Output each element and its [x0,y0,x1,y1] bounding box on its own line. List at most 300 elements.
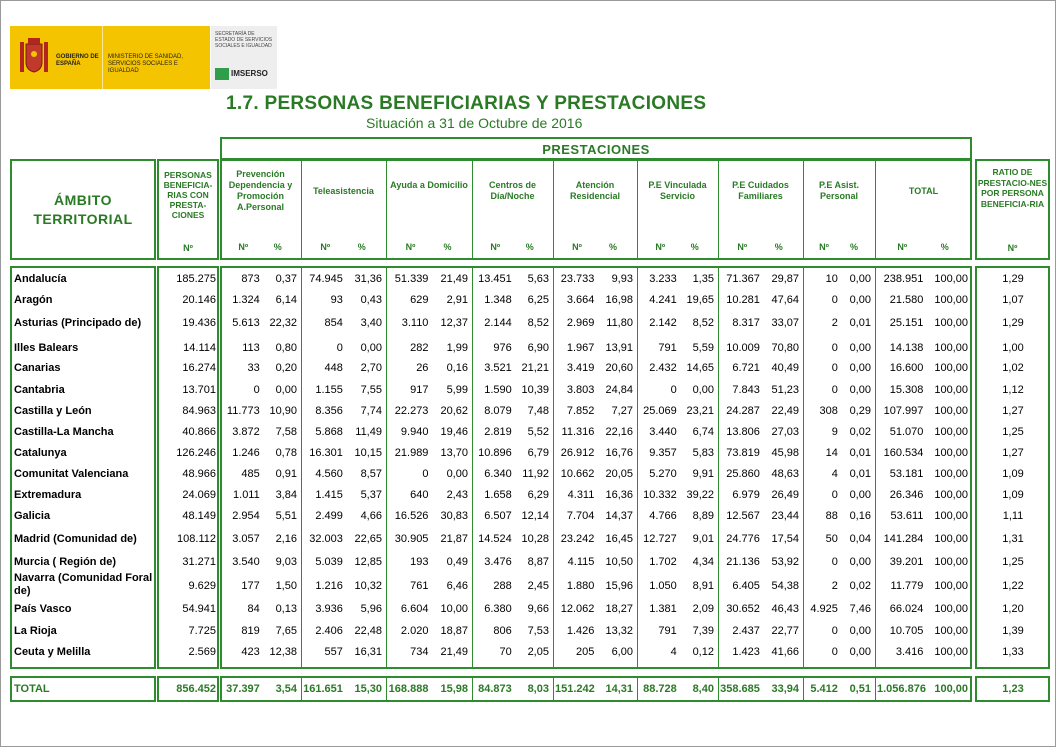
count-value: 1.967 [566,342,595,354]
count-value: 30.652 [726,603,760,615]
percent-value: 100,00 [934,273,968,285]
count-value: 734 [410,646,429,658]
count-value: 12.567 [726,510,760,522]
count-value: 160.534 [883,447,924,459]
percent-value: 2,16 [275,533,297,545]
count-value: 113 [242,342,260,354]
count-value: 640 [410,489,429,501]
percent-value: 8,52 [692,317,714,329]
percent-value: 0,51 [849,683,871,695]
ratio-value: 1,12 [1002,384,1024,396]
count-value: 13.806 [726,426,760,438]
percent-value: 18,27 [605,603,633,615]
group-header-label: TOTAL [908,185,939,196]
prestaciones-header-label: PRESTACIONES [542,142,650,157]
ratio-value: 1,27 [1002,447,1024,459]
percent-value: 5,59 [692,342,714,354]
group-divider [718,678,719,700]
count-value: 1.658 [484,489,512,501]
percent-value: 14,65 [686,362,714,374]
percent-value: 21,49 [440,273,468,285]
count-value: 168.888 [388,683,429,695]
count-value: 4.925 [810,603,838,615]
region-name: Catalunya [14,447,67,459]
percent-value: 2,09 [692,603,714,615]
personas-value: 14.114 [183,342,216,354]
percent-value: 2,70 [360,362,382,374]
percent-value: 0,01 [849,468,871,480]
count-value: 161.651 [303,683,343,695]
n-label: Nº [572,242,582,252]
percent-value: 33,94 [771,683,799,695]
personas-value: 84.963 [182,405,216,417]
count-value: 1.216 [315,580,343,592]
percent-value: 18,87 [440,625,468,637]
count-value: 14 [825,447,838,459]
count-value: 12.062 [560,603,595,615]
percent-value: 10,00 [440,603,468,615]
count-value: 32.003 [309,533,343,545]
count-value: 288 [493,580,512,592]
percent-value: 5,51 [275,510,297,522]
count-value: 6.721 [732,362,760,374]
count-value: 1.348 [484,294,512,306]
count-value: 1.324 [232,294,260,306]
percent-value: 8,57 [360,468,382,480]
count-value: 88 [825,510,838,522]
percent-value: 16,31 [354,646,382,658]
count-value: 8.356 [315,405,343,417]
group-divider [553,161,554,258]
percent-value: 7,58 [275,426,297,438]
percent-value: 2,45 [527,580,549,592]
count-value: 53.181 [889,468,924,480]
count-value: 806 [493,625,512,637]
count-value: 917 [410,384,429,396]
count-value: 0 [670,384,677,396]
percent-value: 21,87 [440,533,468,545]
ratio-value: 1,29 [1002,273,1024,285]
count-value: 177 [241,580,260,592]
page-title: 1.7. PERSONAS BENEFICIARIAS Y PRESTACIONES [226,93,707,114]
percent-value: 0,01 [849,317,871,329]
percent-value: 19,65 [686,294,714,306]
count-value: 10.662 [560,468,595,480]
percent-value: 16,36 [605,489,633,501]
percent-value: 8,52 [527,317,549,329]
group-divider [803,268,804,667]
ratio-value: 1,23 [1002,683,1024,695]
group-divider [875,268,876,667]
count-value: 761 [410,580,429,592]
percent-value: 100,00 [934,683,968,695]
ratio-value: 1,29 [1002,317,1024,329]
count-value: 1.590 [484,384,512,396]
count-value: 1.056.876 [877,683,926,695]
count-value: 2.954 [232,510,260,522]
percent-value: 0,43 [360,294,382,306]
percent-value: 100,00 [934,603,968,615]
group-header-label: P.E Vinculada Servicio [648,180,707,201]
n-label: Nº [655,242,666,252]
personas-value: 20.146 [182,294,216,306]
count-value: 9.940 [400,426,429,438]
n-label: Nº [819,242,829,252]
percent-value: 29,87 [771,273,799,285]
percent-value: 33,07 [771,317,799,329]
personas-value: 16.274 [182,362,216,374]
group-divider [386,161,387,258]
percent-value: 0,00 [849,342,871,354]
personas-value: 31.271 [182,556,216,568]
personas-header-label: PERSONAS BENEFICIA-RIAS CON PRESTA-CIONES [163,170,213,220]
ratio-value: 1,07 [1002,294,1024,306]
count-value: 3.057 [232,533,260,545]
personas-value: 126.246 [176,447,216,459]
count-value: 4.115 [567,556,595,568]
percent-value: 26,49 [771,489,799,501]
count-value: 93 [330,294,343,306]
group-divider [553,268,554,667]
percent-value: 0,00 [849,556,871,568]
region-name: Ceuta y Melilla [14,646,91,658]
count-value: 791 [658,625,677,637]
percent-value: 0,91 [275,468,297,480]
percent-value: 40,49 [771,362,799,374]
percent-value: 8,03 [527,683,549,695]
count-value: 1.246 [232,447,260,459]
personas-value: 7.725 [188,625,216,637]
personas-value: 19.436 [182,317,216,329]
percent-value: 22,77 [771,625,799,637]
percent-value: 19,46 [440,426,468,438]
ratio-value: 1,25 [1002,426,1024,438]
coat-of-arms-icon [16,36,52,78]
percent-value: 7,53 [527,625,549,637]
percent-value: 22,32 [269,317,297,329]
count-value: 24.776 [726,533,760,545]
count-value: 238.951 [883,273,924,285]
percent-value: 54,38 [771,580,799,592]
count-value: 2 [831,580,838,592]
group-header-label: Atención Residencial [569,180,621,201]
percent-value: 8,91 [692,580,714,592]
percent-value: 7,48 [527,405,549,417]
percent-value: 21,21 [521,362,549,374]
count-value: 791 [658,342,677,354]
percent-value: 8,87 [527,556,549,568]
percent-value: 23,21 [686,405,714,417]
count-value: 10 [825,273,838,285]
percent-value: 6,79 [527,447,549,459]
personas-n-label: Nº [183,243,193,253]
percent-value: 12,38 [269,646,297,658]
count-value: 854 [324,317,343,329]
imserso-logo [215,68,268,80]
percent-value: 10,90 [269,405,297,417]
ambito-header [10,159,156,260]
count-value: 2.144 [484,317,512,329]
group-divider [803,161,804,258]
count-value: 819 [241,625,260,637]
percent-value: 13,91 [605,342,633,354]
count-value: 485 [241,468,260,480]
percent-value: 9,01 [692,533,714,545]
percent-value: 0,20 [275,362,297,374]
percent-value: 9,93 [611,273,633,285]
group-divider [637,268,638,667]
count-value: 4.766 [649,510,677,522]
percent-value: 2,05 [527,646,549,658]
percent-value: 0,16 [446,362,468,374]
group-divider [718,268,719,667]
count-value: 0 [253,384,260,396]
count-value: 141.284 [883,533,924,545]
count-value: 25.069 [643,405,677,417]
percent-value: 6,74 [692,426,714,438]
percent-value: 6,25 [527,294,549,306]
percent-value: 0,04 [849,533,871,545]
count-value: 2.499 [315,510,343,522]
pct-label: % [774,242,783,252]
n-label: Nº [320,242,331,252]
percent-value: 15,30 [354,683,382,695]
count-value: 3.664 [566,294,595,306]
count-value: 71.367 [726,273,760,285]
percent-value: 10,39 [521,384,549,396]
ratio-value: 1,00 [1002,342,1024,354]
percent-value: 51,23 [771,384,799,396]
percent-value: 8,40 [692,683,714,695]
count-value: 1.381 [649,603,677,615]
percent-value: 100,00 [934,533,968,545]
pct-label: % [940,242,949,252]
percent-value: 0,00 [692,384,714,396]
percent-value: 0,02 [849,426,871,438]
secretaria-text: SECRETARÍA DE ESTADO DE SERVICIOS SOCIALES E IGUALDAD [215,31,273,49]
percent-value: 100,00 [934,510,968,522]
percent-value: 48,63 [771,468,799,480]
count-value: 3.233 [649,273,677,285]
group-divider [637,161,638,258]
percent-value: 100,00 [934,556,968,568]
count-value: 2.432 [649,362,677,374]
count-value: 23.733 [560,273,595,285]
group-header-label: Centros de Día/Noche [488,180,536,201]
region-name: Galicia [14,510,51,522]
total-label: TOTAL [14,683,50,695]
region-name: Castilla-La Mancha [14,426,114,438]
imserso-mark-icon [215,68,229,80]
count-value: 11.773 [226,405,260,417]
percent-value: 100,00 [934,646,968,658]
group-divider [637,678,638,700]
percent-value: 1,35 [692,273,714,285]
percent-value: 22,16 [605,426,633,438]
personas-value: 54.941 [182,603,216,615]
personas-value: 48.966 [182,468,216,480]
percent-value: 14,37 [605,510,633,522]
group-header-label: P.E Cuidados Familiares [732,180,789,201]
count-value: 33 [247,362,260,374]
count-value: 6.340 [484,468,512,480]
count-value: 0 [831,384,838,396]
group-divider [472,678,473,700]
percent-value: 0,00 [849,362,871,374]
ratio-value: 1,11 [1002,510,1024,522]
percent-value: 0,49 [446,556,468,568]
count-value: 84 [247,603,260,615]
personas-value: 48.149 [182,510,216,522]
count-value: 1.050 [649,580,677,592]
percent-value: 0,00 [360,342,382,354]
percent-value: 100,00 [934,317,968,329]
region-name: Navarra (Comunidad Foral de) [14,572,153,597]
ratio-value: 1,39 [1002,625,1024,637]
count-value: 0 [831,556,838,568]
count-value: 30.905 [394,533,429,545]
percent-value: 20,62 [440,405,468,417]
count-value: 3.872 [232,426,260,438]
count-value: 5.868 [315,426,343,438]
count-value: 6.979 [732,489,760,501]
personas-value: 9.629 [188,580,216,592]
percent-value: 100,00 [934,405,968,417]
count-value: 4.560 [315,468,343,480]
count-value: 4 [831,468,838,480]
percent-value: 16,98 [605,294,633,306]
count-value: 12.727 [643,533,677,545]
group-divider [875,678,876,700]
ratio-header [975,159,1050,260]
percent-value: 27,03 [771,426,799,438]
percent-value: 7,65 [275,625,297,637]
region-name: La Rioja [14,625,57,637]
percent-value: 0,01 [849,447,871,459]
percent-value: 0,78 [275,447,297,459]
count-value: 74.945 [309,273,343,285]
count-value: 10.009 [726,342,760,354]
count-value: 16.600 [889,362,924,374]
percent-value: 5,37 [360,489,382,501]
count-value: 3.803 [566,384,595,396]
region-name: Andalucía [14,273,67,285]
count-value: 0 [831,646,838,658]
count-value: 0 [831,362,838,374]
count-value: 6.380 [484,603,512,615]
percent-value: 5,99 [446,384,468,396]
region-name: Asturias (Principado de) [14,317,142,329]
percent-value: 12,85 [354,556,382,568]
group-header-label: Prevención Dependencia y Promoción A.Personal [228,169,293,212]
count-value: 10.705 [889,625,924,637]
percent-value: 7,55 [360,384,382,396]
count-value: 0 [831,294,838,306]
group-header-label: Ayuda a Domicilio [390,180,468,190]
percent-value: 47,64 [771,294,799,306]
percent-value: 6,14 [275,294,297,306]
count-value: 629 [410,294,429,306]
percent-value: 6,29 [527,489,549,501]
percent-value: 70,80 [771,342,799,354]
count-value: 14.524 [478,533,512,545]
ratio-value: 1,33 [1002,646,1024,658]
percent-value: 9,91 [692,468,714,480]
percent-value: 13,70 [440,447,468,459]
count-value: 21.580 [889,294,924,306]
count-value: 6.405 [732,580,760,592]
percent-value: 15,96 [605,580,633,592]
count-value: 5.039 [315,556,343,568]
count-value: 10.896 [478,447,512,459]
personas-value: 13.701 [182,384,216,396]
count-value: 308 [819,405,838,417]
count-value: 3.476 [484,556,512,568]
count-value: 15.308 [889,384,924,396]
percent-value: 100,00 [934,489,968,501]
percent-value: 3,84 [275,489,297,501]
percent-value: 16,45 [605,533,633,545]
percent-value: 12,14 [521,510,549,522]
ratio-value: 1,09 [1002,468,1024,480]
region-name: Illes Balears [14,342,79,354]
count-value: 26 [416,362,429,374]
region-name: Castilla y León [14,405,92,417]
percent-value: 0,12 [692,646,714,658]
percent-value: 41,66 [771,646,799,658]
percent-value: 10,50 [605,556,633,568]
percent-value: 10,32 [354,580,382,592]
prestaciones-header [220,137,972,160]
ratio-value: 1,20 [1002,603,1024,615]
personas-value: 856.452 [176,683,216,695]
pct-label: % [849,242,858,252]
count-value: 2.437 [732,625,760,637]
region-name: Cantabria [14,384,65,396]
count-value: 0 [831,489,838,501]
count-value: 9.357 [649,447,677,459]
count-value: 5.270 [649,468,677,480]
percent-value: 39,22 [686,489,714,501]
count-value: 1.880 [566,580,595,592]
group-header-label: P.E Asist. Personal [818,180,860,201]
count-value: 1.702 [649,556,677,568]
ministerio-text: MINISTERIO DE SANIDAD, SERVICIOS SOCIALES E IGUALDAD [108,54,184,74]
percent-value: 23,44 [771,510,799,522]
percent-value: 0,29 [849,405,871,417]
percent-value: 0,00 [849,273,871,285]
count-value: 3.521 [484,362,512,374]
group-divider [875,161,876,258]
region-name: Canarias [14,362,61,374]
count-value: 37.397 [226,683,260,695]
pct-label: % [273,242,282,252]
percent-value: 100,00 [934,625,968,637]
percent-value: 45,98 [771,447,799,459]
percent-value: 0,00 [849,294,871,306]
count-value: 10.332 [643,489,677,501]
percent-value: 24,84 [605,384,633,396]
ratio-value: 1,02 [1002,362,1024,374]
percent-value: 9,66 [527,603,549,615]
region-name: Madrid (Comunidad de) [14,533,137,545]
gobierno-text: GOBIERNO DE ESPAÑA [56,54,99,67]
group-divider [803,678,804,700]
pct-label: % [525,242,534,252]
percent-value: 0,00 [849,489,871,501]
count-value: 8.079 [484,405,512,417]
ratio-header-label: RATIO DE PRESTACIO-NES POR PERSONA BENEFICIA-RIA [977,167,1048,209]
